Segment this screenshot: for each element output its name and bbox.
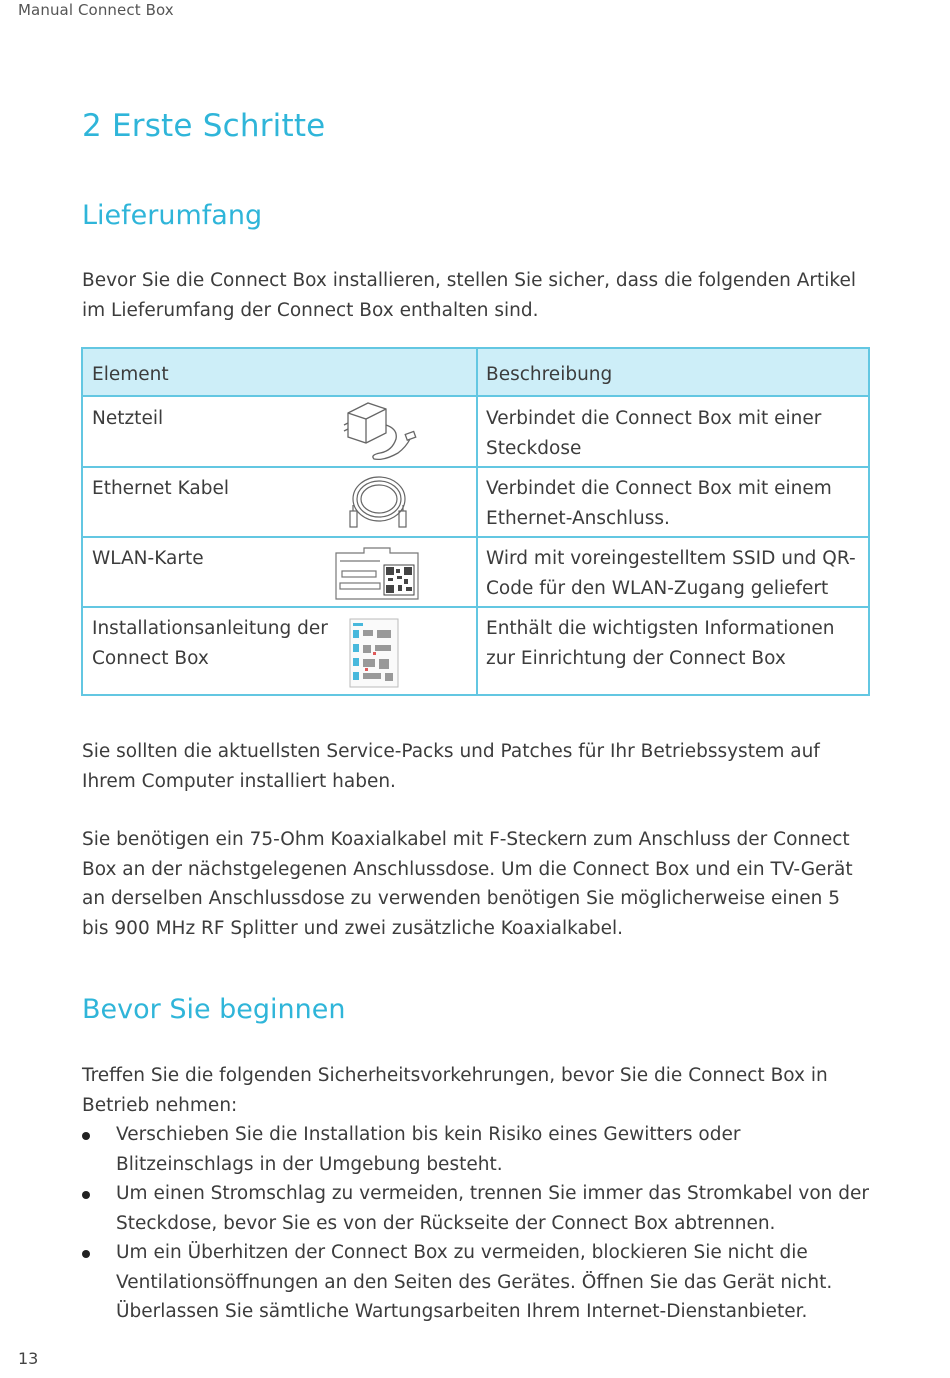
ethernet-cable-icon [347, 471, 411, 533]
table-cell-element: Netzteil [92, 408, 164, 429]
table-cell-description: Enthält die wichtigsten Informationen zur Einrichtung der Connect Box [486, 618, 835, 669]
safety-list [82, 1120, 872, 1327]
table-cell-element: WLAN-Karte [92, 548, 204, 569]
table-cell-description: Verbindet die Connect Box mit einem Ethernet-Anschluss. [486, 478, 832, 529]
delivery-intro: Bevor Sie die Connect Box installieren, stellen Sie sicher, dass die folgenden Artikel im Lieferumfang der Connect Box enthalten sind. [82, 270, 857, 321]
table-cell-description: Verbindet die Connect Box mit einer Steckdose [486, 408, 822, 459]
bullet-icon [82, 1250, 90, 1258]
bullet-icon [82, 1191, 90, 1199]
table-cell-element: Installationsanleitung der Connect Box [92, 618, 328, 669]
delivery-table [81, 347, 870, 696]
section-heading-lieferumfang: Lieferumfang [82, 200, 263, 231]
list-item: Um ein Überhitzen der Connect Box zu vermeiden, blockieren Sie nicht die Ventilationsöffnungen an den Seiten des Gerätes. Öffnen Sie das Gerät nicht. Überlassen Sie sämtliche Wartungsarbeiten Ihrem Internet-Dienstanbieter. [82, 1238, 872, 1327]
bullet-icon [82, 1132, 90, 1140]
note-coax-cable: Sie benötigen ein 75-Ohm Koaxialkabel mit F-Steckern zum Anschluss der Connect Box an der nächstgelegenen Anschlussdose. Um die Connect Box und ein TV-Gerät an derselben Anschlussdose zu verwenden benötigen Sie möglicherweise einen 5 bis 900 MHz RF Splitter und zwei zusätzliche Koaxialkabel. [82, 829, 853, 939]
before-intro: Treffen Sie die folgenden Sicherheitsvorkehrungen, bevor Sie die Connect Box in Betrieb nehmen: [82, 1065, 828, 1116]
install-guide-icon [349, 618, 399, 688]
wifi-card-icon [334, 545, 420, 601]
table-cell-description: Wird mit voreingestelltem SSID und QR-Code für den WLAN-Zugang geliefert [486, 548, 856, 599]
list-item: Verschieben Sie die Installation bis kein Risiko eines Gewitters oder Blitzeinschlags in der Umgebung besteht. [82, 1120, 872, 1179]
page-number: 13 [18, 1349, 39, 1368]
chapter-title: 2 Erste Schritte [82, 108, 326, 144]
table-header-element: Element [92, 364, 169, 385]
table-header-description: Beschreibung [486, 364, 613, 385]
power-adapter-icon [340, 399, 420, 463]
note-service-packs: Sie sollten die aktuellsten Service-Packs und Patches für Ihr Betriebssystem auf Ihrem Computer installiert haben. [82, 741, 820, 792]
running-head: Manual Connect Box [18, 1, 174, 19]
section-heading-bevor-sie-beginnen: Bevor Sie beginnen [82, 994, 346, 1025]
table-cell-element: Ethernet Kabel [92, 478, 229, 499]
list-item: Um einen Stromschlag zu vermeiden, trennen Sie immer das Stromkabel von der Steckdose, bevor Sie es von der Rückseite der Connect Box abtrennen. [82, 1179, 872, 1238]
